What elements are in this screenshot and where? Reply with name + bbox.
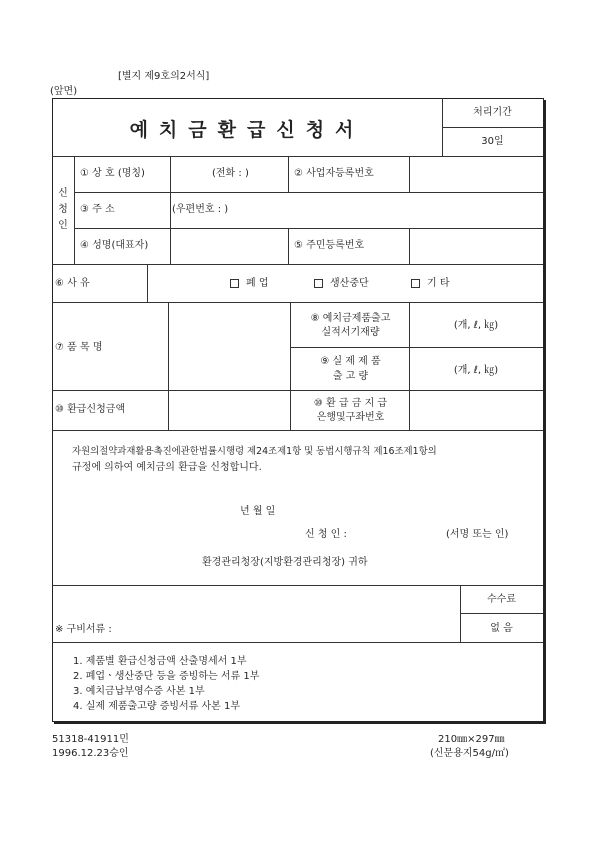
document-item-1: 1. 제품별 환급신청금액 산출명세서 1부 (73, 656, 247, 667)
divider (460, 613, 543, 614)
phone-label: (전화 : ) (212, 168, 249, 179)
checkbox-icon (411, 279, 420, 288)
address-label: ③ 주 소 (80, 204, 115, 215)
item-name-label: ⑦ 품 목 명 (55, 342, 103, 353)
processing-period-label: 처리기간 (473, 107, 512, 118)
divider (52, 585, 543, 586)
reason-option-other[interactable]: 기 타 (411, 278, 450, 290)
refund-amount-field[interactable] (169, 391, 289, 429)
actual-shipment-label-2: 출 고 량 (332, 371, 369, 382)
postal-code-label: (우편번호 : ) (172, 204, 229, 215)
paper-size: 210㎜×297㎜ (438, 734, 505, 745)
divider (147, 264, 148, 302)
divider (288, 156, 289, 192)
representative-name-field[interactable] (171, 229, 287, 263)
deposit-shipment-unit: (개, ℓ, ㎏) (453, 320, 499, 331)
document-item-4: 4. 실제 제품출고량 증빙서류 사본 1부 (73, 701, 241, 712)
checkbox-icon (230, 279, 239, 288)
fee-value: 없 음 (490, 623, 513, 634)
item-name-field[interactable] (169, 303, 289, 389)
page-side-label: (앞면) (50, 86, 78, 97)
form-number: [별지 제9호의2서식] (118, 71, 210, 82)
actual-shipment-unit: (개, ℓ, ㎏) (453, 365, 499, 376)
refund-amount-label: ⑩ 환급신청금액 (55, 404, 126, 415)
applicant-signature-label: 신 청 인 : (305, 529, 347, 540)
fee-label: 수수료 (487, 594, 516, 605)
refund-bank-label-1: ⑩ 환 급 금 지 급 (313, 398, 388, 409)
document-item-3: 3. 예치금납부영수증 사본 1부 (73, 686, 205, 697)
business-number-label: ② 사업자등록번호 (294, 168, 374, 179)
resident-number-field[interactable] (410, 229, 542, 263)
statement-line-1: 자원의절약과재활용촉진에관한법률시행령 제24조제1항 및 동법시행규칙 제16조제1항의 (72, 446, 437, 457)
refund-bank-label-2: 은행및구좌번호 (316, 412, 385, 423)
divider (52, 642, 543, 643)
divider (52, 264, 543, 265)
refund-bank-field[interactable] (410, 391, 542, 429)
application-date: 년 월 일 (240, 506, 276, 517)
company-name-label: ① 상 호 (명칭) (80, 168, 145, 179)
representative-name-label: ④ 성명(대표자) (80, 240, 149, 251)
statement-line-2: 규정에 의하여 예치금의 환급을 신청합니다. (72, 462, 262, 473)
form-title: 예치금환급신청서 (129, 118, 365, 141)
divider (74, 156, 75, 264)
required-documents-label: ※ 구비서류 : (55, 624, 112, 635)
divider (290, 347, 543, 348)
divider (442, 127, 543, 128)
processing-period-value: 30일 (481, 136, 504, 147)
checkbox-icon (314, 279, 323, 288)
actual-shipment-label-1: ⑨ 실 제 제 품 (320, 356, 381, 367)
divider (52, 430, 543, 431)
divider (52, 302, 543, 303)
deposit-shipment-label-2: 실적서기재량 (321, 327, 380, 338)
address-field[interactable] (300, 193, 542, 227)
applicant-section-char-2: 청 (58, 204, 68, 215)
reason-label: ⑥ 사 유 (55, 278, 90, 289)
reason-option-production-stop[interactable]: 생산중단 (314, 278, 369, 290)
form-code: 51318-41911민 (52, 734, 129, 745)
applicant-section-char-1: 신 (58, 188, 68, 199)
reason-option-closure[interactable]: 폐 업 (230, 278, 269, 290)
divider (288, 228, 289, 264)
deposit-shipment-label-1: ⑧ 예치금제품출고 (310, 313, 391, 324)
approval-date: 1996.12.23승인 (52, 748, 129, 759)
paper-type: (신문용지54g/㎡) (430, 748, 509, 759)
resident-number-label: ⑤ 주민등록번호 (294, 240, 365, 251)
divider (290, 302, 291, 430)
business-number-field[interactable] (410, 157, 542, 191)
applicant-section-char-3: 인 (58, 220, 68, 231)
signature-or-seal: (서명 또는 인) (446, 529, 509, 540)
document-item-2: 2. 폐업ㆍ생산중단 등을 증빙하는 서류 1부 (73, 671, 260, 682)
addressee: 환경관리청장(지방환경관리청장) 귀하 (202, 557, 368, 568)
